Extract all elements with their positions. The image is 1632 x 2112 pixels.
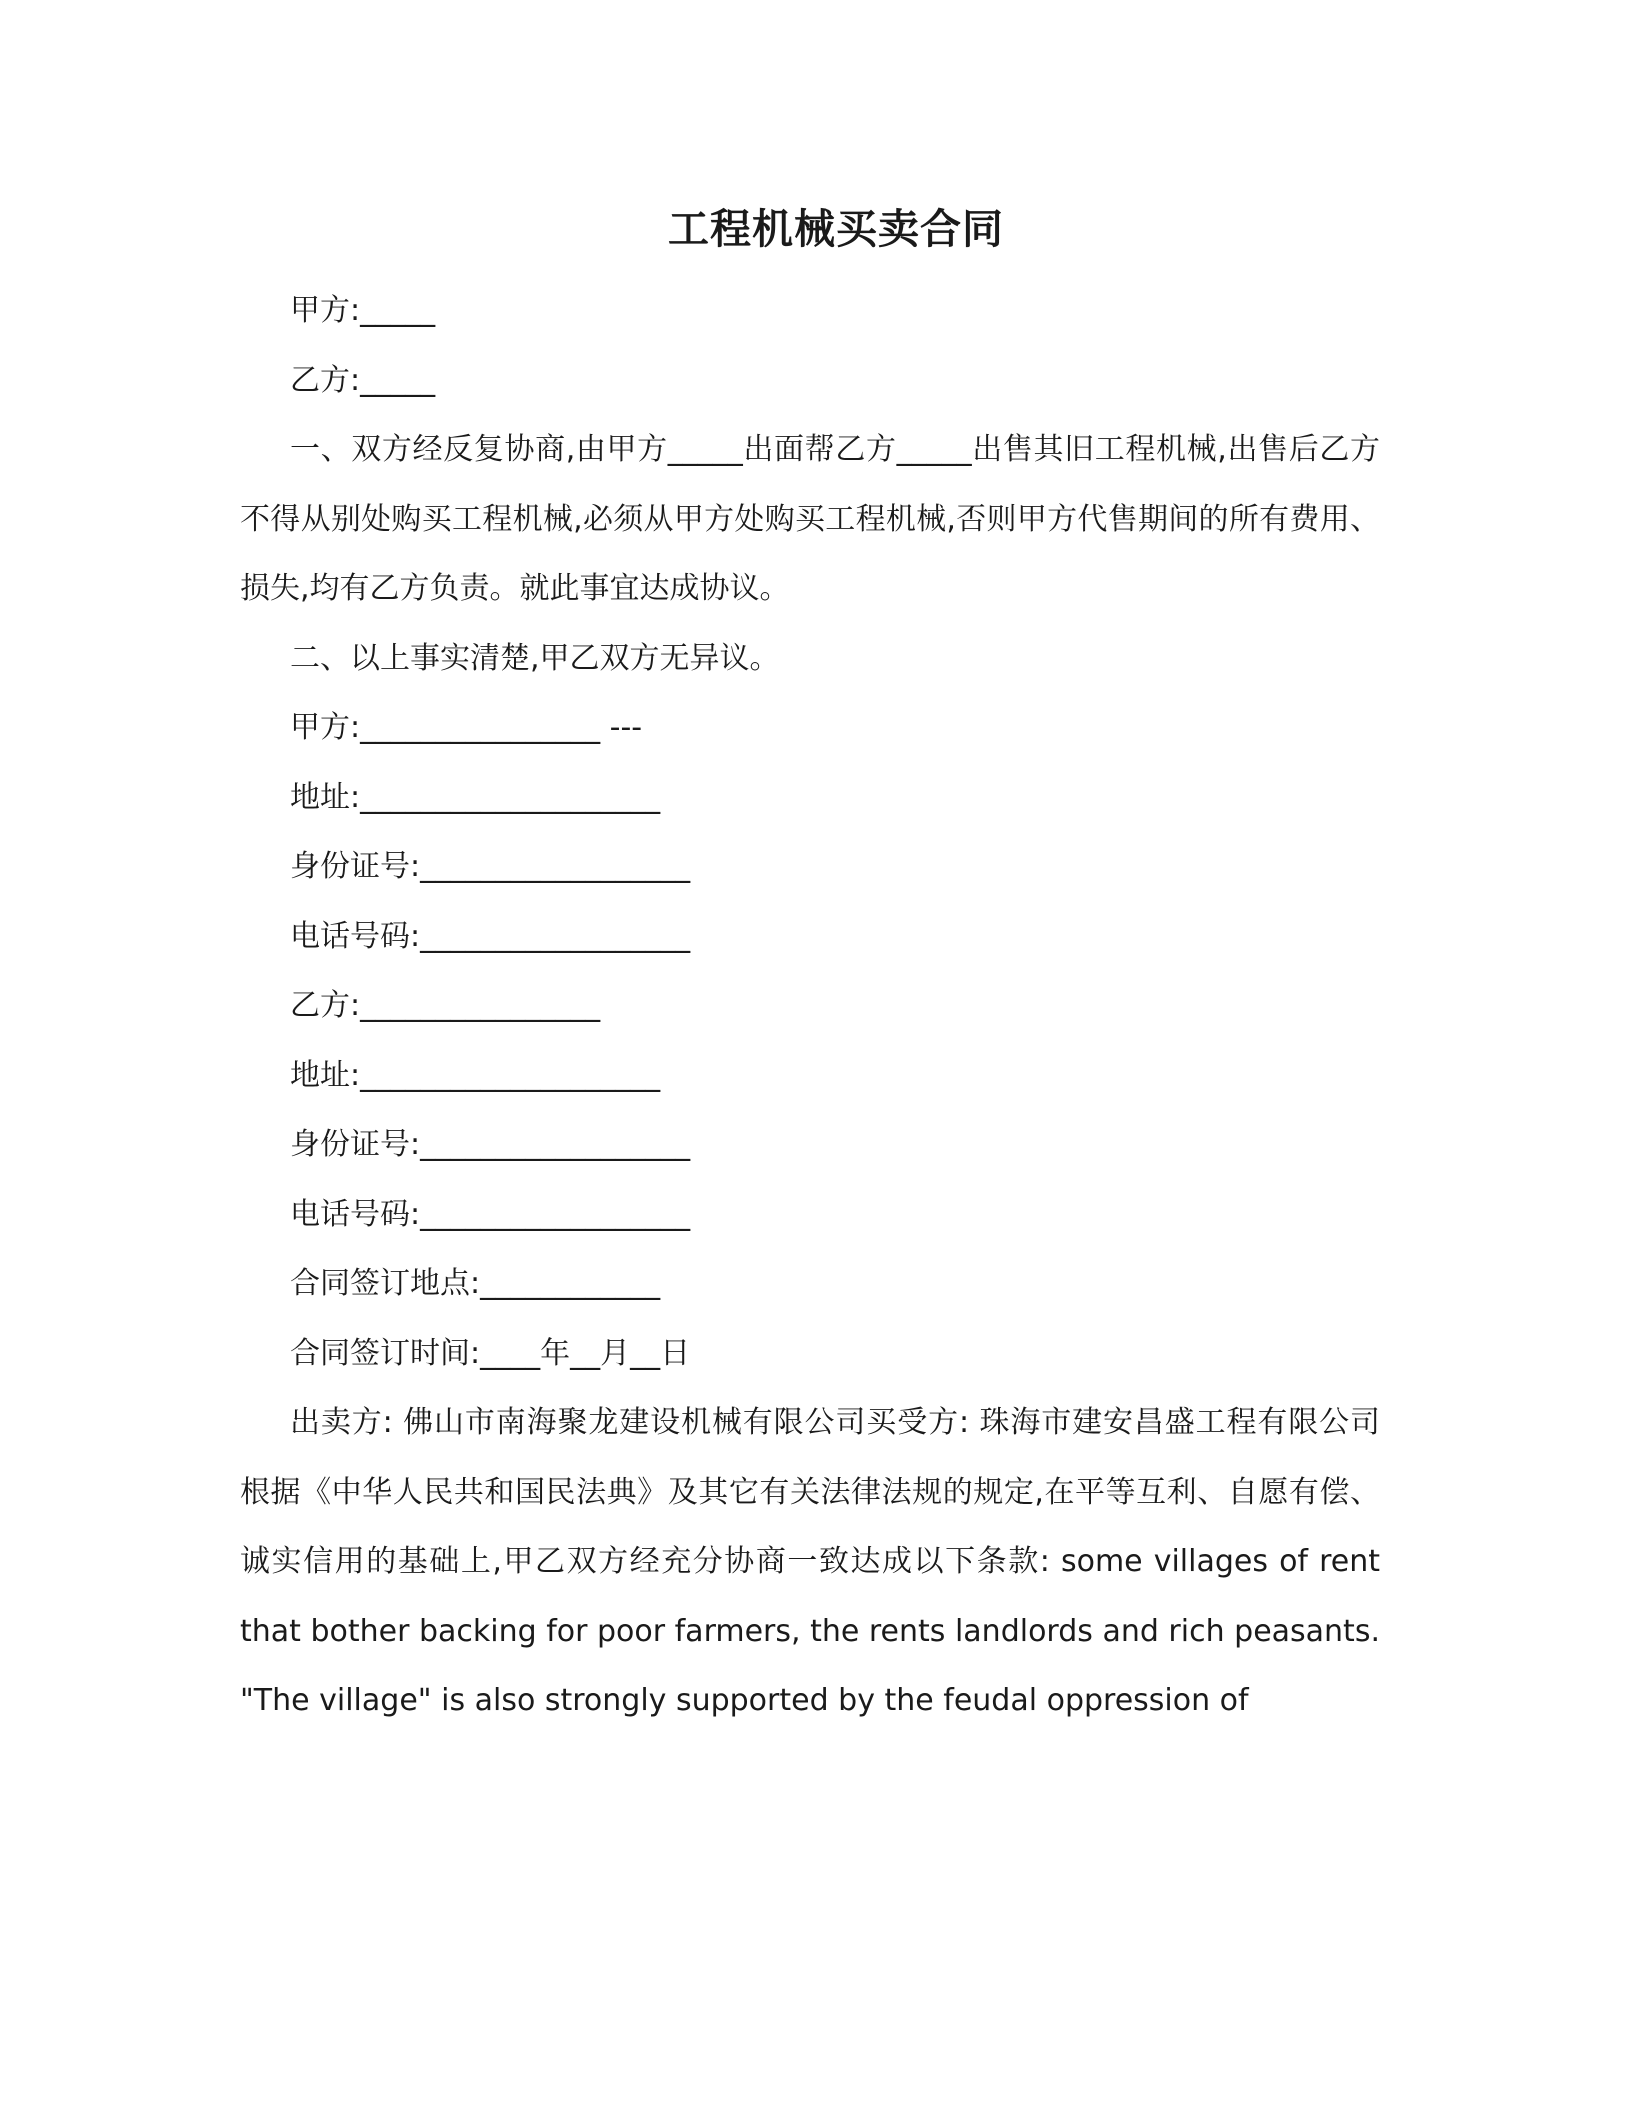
sign-place: 合同签订地点:____________ (290, 1266, 661, 1301)
sign-a-address: 地址:____________________ (290, 779, 661, 815)
sign-a-phone: 电话号码:__________________ (290, 918, 691, 954)
sign-b-address: 地址:____________________ (290, 1057, 661, 1093)
party-a-header: 甲方:_____ (290, 293, 436, 328)
sign-b-id: 身份证号:__________________ (290, 1127, 691, 1162)
closing-paragraph: 出卖方: 佛山市南海聚龙建设机械有限公司买受方: 珠海市建安昌盛工程有限公司 根据《中华人民共和国民法典》及其它有关法律法规的规定,在平等互利、自愿有偿、诚实信用的基础上,甲乙双方经充分协商一致达成以下条款: some villages of rent that bother backing for poor farmers, the rents landlords and rich peasants. "The village" is also strongly supported by the feudal oppression of (240, 1405, 1380, 1718)
clause-2: 二、以上事实清楚,甲乙双方无异议。 (290, 640, 780, 676)
clause-1: 一、双方经反复协商,由甲方_____出面帮乙方_____出售其旧工程机械,出售后乙方不得从别处购买工程机械,必须从甲方处购买工程机械,否则甲方代售期间的所有费用、损失,均有乙方负责。就此事宜达成协议。 (240, 432, 1380, 606)
sign-party-a: 甲方:________________ --- (290, 710, 643, 745)
sign-party-b: 乙方:________________ (290, 988, 601, 1023)
document-title: 工程机械买卖合同 (668, 205, 1004, 253)
sign-a-id: 身份证号:__________________ (290, 849, 691, 884)
sign-b-phone: 电话号码:__________________ (290, 1196, 691, 1232)
document-body (240, 276, 1380, 1736)
party-b-header: 乙方:_____ (290, 362, 436, 398)
sign-time: 合同签订时间:____年__月__日 (290, 1335, 691, 1371)
